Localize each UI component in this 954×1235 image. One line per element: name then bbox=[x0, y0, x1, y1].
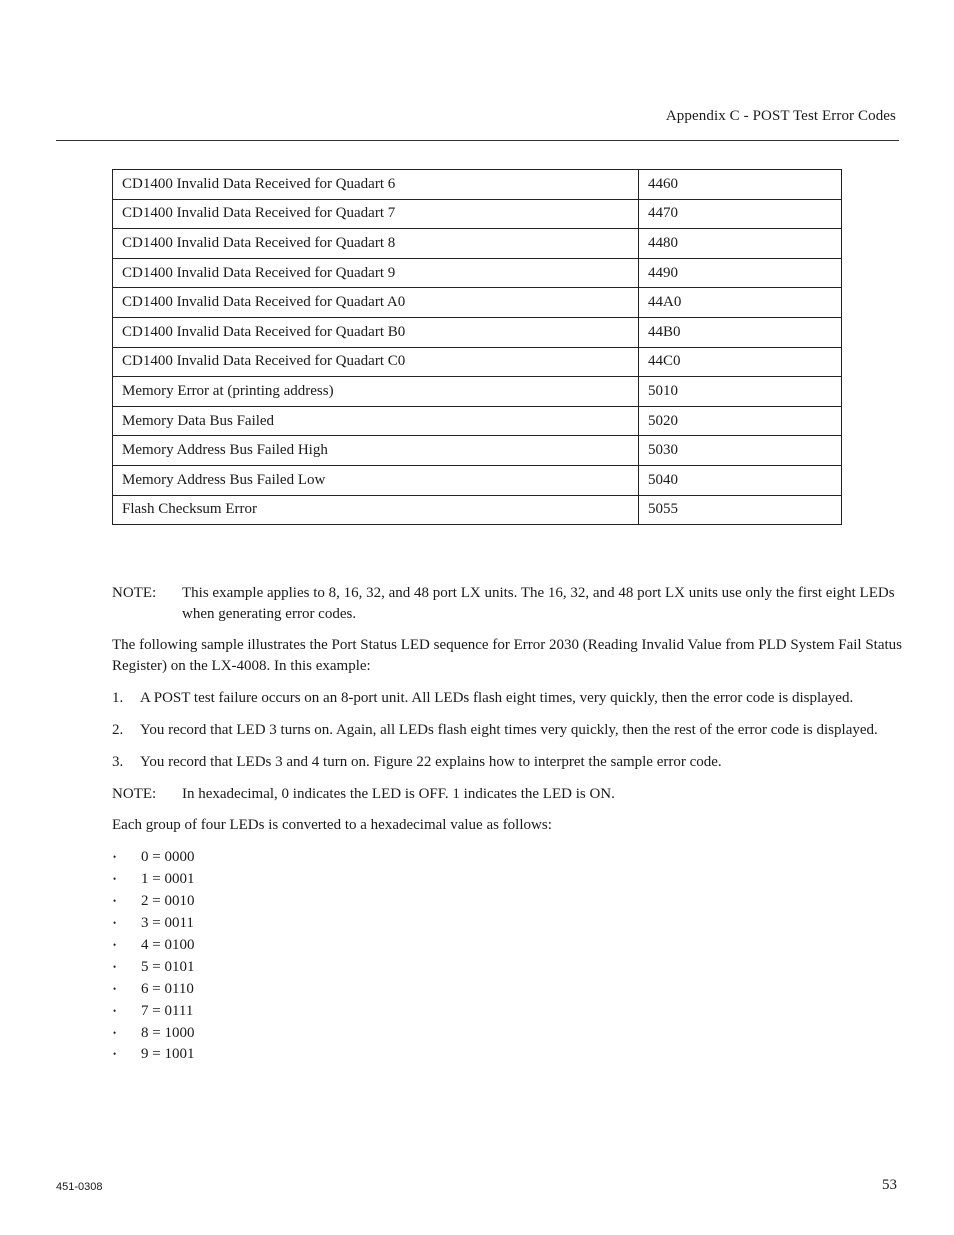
error-description-cell: CD1400 Invalid Data Received for Quadart B0 bbox=[113, 317, 639, 347]
list-item bbox=[112, 847, 902, 869]
intro-paragraph: The following sample illustrates the Port Status LED sequence for Error 2030 (Reading Invalid Value from PLD System Fail Status Register) on the LX-4008. In this example: bbox=[112, 637, 903, 674]
conversion-text: 8 = 1000 bbox=[141, 1024, 195, 1041]
error-code-cell: 5055 bbox=[639, 495, 842, 525]
table-row bbox=[113, 436, 842, 466]
error-code-cell: 4480 bbox=[639, 229, 842, 259]
error-description-cell: CD1400 Invalid Data Received for Quadart 9 bbox=[113, 258, 639, 288]
list-item bbox=[112, 1000, 902, 1022]
note-block bbox=[112, 583, 902, 625]
error-code-cell: 44B0 bbox=[639, 317, 842, 347]
bullet-icon: • bbox=[113, 961, 117, 972]
error-code-cell: 5020 bbox=[639, 406, 842, 436]
conversion-text: 0 = 0000 bbox=[141, 849, 195, 866]
table-row bbox=[113, 406, 842, 436]
table-row bbox=[113, 199, 842, 229]
bullet-icon: • bbox=[113, 1049, 117, 1060]
error-code-cell: 44C0 bbox=[639, 347, 842, 377]
error-description-cell: CD1400 Invalid Data Received for Quadart A0 bbox=[113, 288, 639, 318]
list-item bbox=[112, 1044, 902, 1066]
conversion-list bbox=[112, 847, 902, 1066]
table-row bbox=[113, 258, 842, 288]
error-code-cell: 4470 bbox=[639, 199, 842, 229]
step-text: A POST test failure occurs on an 8-port unit. All LEDs flash eight times, very quickly, then the error code is displayed. bbox=[140, 690, 854, 706]
note-text: In hexadecimal, 0 indicates the LED is OFF. 1 indicates the LED is ON. bbox=[182, 786, 615, 802]
body-content bbox=[112, 583, 902, 1066]
step-text: You record that LED 3 turns on. Again, all LEDs flash eight times very quickly, then the rest of the error code is displayed. bbox=[140, 722, 878, 738]
error-description-cell: CD1400 Invalid Data Received for Quadart 8 bbox=[113, 229, 639, 259]
conversion-intro: Each group of four LEDs is converted to a hexadecimal value as follows: bbox=[112, 817, 552, 833]
bullet-icon: • bbox=[113, 896, 117, 907]
step-number: 2. bbox=[112, 722, 124, 738]
list-item bbox=[112, 688, 902, 709]
list-item bbox=[112, 913, 902, 935]
page-number: 53 bbox=[882, 1177, 897, 1193]
note-label: NOTE: bbox=[112, 786, 157, 802]
error-code-cell: 5030 bbox=[639, 436, 842, 466]
error-description-cell: Memory Data Bus Failed bbox=[113, 406, 639, 436]
list-item bbox=[112, 752, 902, 773]
table-row bbox=[113, 465, 842, 495]
conversion-text: 1 = 0001 bbox=[141, 871, 195, 888]
list-item bbox=[112, 935, 902, 957]
conversion-text: 5 = 0101 bbox=[141, 958, 195, 975]
bullet-icon: • bbox=[113, 1005, 117, 1016]
step-number: 3. bbox=[112, 754, 124, 770]
bullet-icon: • bbox=[113, 918, 117, 929]
table-row bbox=[113, 170, 842, 200]
bullet-icon: • bbox=[113, 852, 117, 863]
bullet-icon: • bbox=[113, 1027, 117, 1038]
bullet-icon: • bbox=[113, 874, 117, 885]
error-code-cell: 44A0 bbox=[639, 288, 842, 318]
error-code-table-body bbox=[113, 170, 842, 525]
table-row bbox=[113, 288, 842, 318]
list-item bbox=[112, 869, 902, 891]
error-description-cell: Memory Address Bus Failed Low bbox=[113, 465, 639, 495]
table-row bbox=[113, 347, 842, 377]
header-divider bbox=[56, 140, 899, 141]
bullet-icon: • bbox=[113, 940, 117, 950]
note-label: NOTE: bbox=[112, 585, 157, 601]
step-text: You record that LEDs 3 and 4 turn on. Figure 22 explains how to interpret the sample error code. bbox=[140, 754, 722, 770]
header-title: Appendix C - POST Test Error Codes bbox=[665, 108, 896, 124]
error-description-cell: Memory Address Bus Failed High bbox=[113, 436, 639, 466]
list-item bbox=[112, 891, 902, 913]
error-description-cell: Memory Error at (printing address) bbox=[113, 377, 639, 407]
conversion-text: 6 = 0110 bbox=[141, 980, 194, 997]
steps-list bbox=[112, 688, 902, 773]
note-text: This example applies to 8, 16, 32, and 48 port LX units. The 16, 32, and 48 port LX units use only the first eight LEDs when generating error codes. bbox=[182, 585, 895, 622]
error-code-cell: 4460 bbox=[639, 170, 842, 200]
step-number: 1. bbox=[112, 690, 124, 706]
bullet-icon: • bbox=[113, 983, 117, 994]
conversion-text: 2 = 0010 bbox=[141, 893, 195, 910]
error-code-table bbox=[112, 169, 842, 525]
error-description-cell: CD1400 Invalid Data Received for Quadart 7 bbox=[113, 199, 639, 229]
conversion-text: 9 = 1001 bbox=[141, 1046, 195, 1063]
note-block bbox=[112, 784, 902, 805]
table-row bbox=[113, 377, 842, 407]
error-code-cell: 5010 bbox=[639, 377, 842, 407]
conversion-text: 3 = 0011 bbox=[141, 915, 194, 932]
document-number: 451-0308 bbox=[56, 1181, 103, 1193]
table-row bbox=[113, 229, 842, 259]
conversion-text: 7 = 0111 bbox=[141, 1002, 194, 1019]
error-description-cell: CD1400 Invalid Data Received for Quadart C0 bbox=[113, 347, 639, 377]
error-code-cell: 5040 bbox=[639, 465, 842, 495]
list-item bbox=[112, 956, 902, 978]
list-item bbox=[112, 720, 902, 741]
list-item bbox=[112, 978, 902, 1000]
error-description-cell: CD1400 Invalid Data Received for Quadart 6 bbox=[113, 170, 639, 200]
error-code-cell: 4490 bbox=[639, 258, 842, 288]
table-row bbox=[113, 317, 842, 347]
error-description-cell: Flash Checksum Error bbox=[113, 495, 639, 525]
list-item bbox=[112, 1022, 902, 1044]
table-row bbox=[113, 495, 842, 525]
conversion-text: 4 = 0100 bbox=[141, 937, 195, 953]
